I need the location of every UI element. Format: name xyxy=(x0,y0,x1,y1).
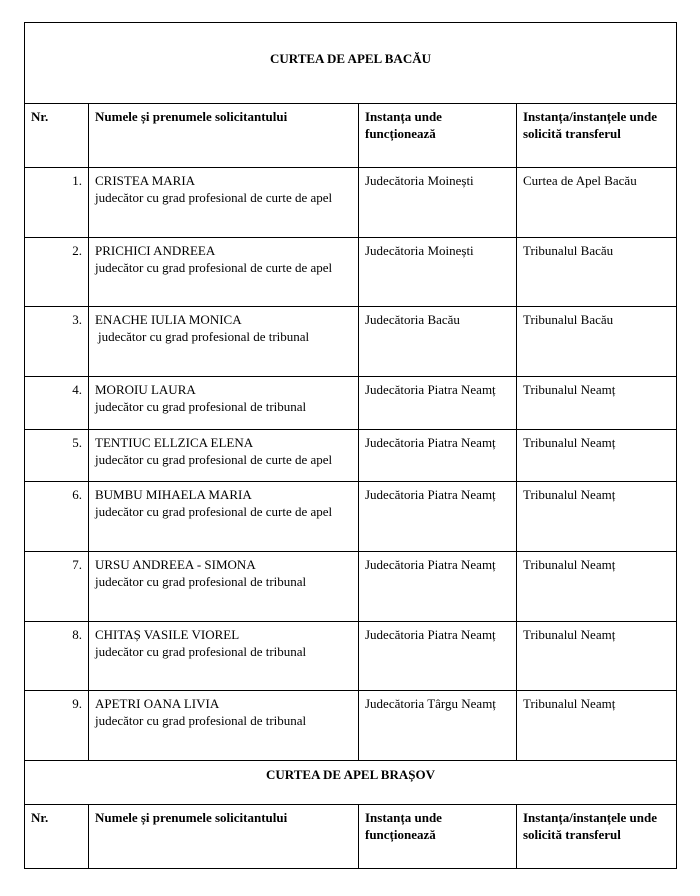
applicant-name: CRISTEA MARIA xyxy=(95,173,196,188)
applicant-cell xyxy=(89,307,359,377)
applicant-grade: judecător cu grad profesional de tribunal xyxy=(95,644,307,659)
applicant-grade: judecător cu grad profesional de curte de apel xyxy=(95,504,333,519)
row-number: 4. xyxy=(25,377,89,430)
header-name: Numele și prenumele solicitantului xyxy=(89,805,359,869)
row-number: 7. xyxy=(25,552,89,622)
requested-court: Tribunalul Neamț xyxy=(517,377,677,430)
row-number: 1. xyxy=(25,168,89,238)
table-row xyxy=(25,552,677,622)
applicant-grade: judecător cu grad profesional de tribunal xyxy=(95,713,307,728)
current-court: Judecătoria Piatra Neamț xyxy=(359,430,517,482)
header-transfer: Instanța/instanțele unde solicită transferul xyxy=(517,805,677,869)
current-court: Judecătoria Piatra Neamț xyxy=(359,377,517,430)
applicant-cell xyxy=(89,238,359,307)
court-title-row xyxy=(25,23,677,104)
header-name: Numele și prenumele solicitantului xyxy=(89,104,359,168)
header-court: Instanța unde funcționează xyxy=(359,805,517,869)
header-nr: Nr. xyxy=(25,805,89,869)
requested-court: Tribunalul Neamț xyxy=(517,552,677,622)
row-number: 5. xyxy=(25,430,89,482)
requested-court: Tribunalul Neamț xyxy=(517,482,677,552)
applicant-cell xyxy=(89,377,359,430)
table-row xyxy=(25,622,677,691)
current-court: Judecătoria Piatra Neamț xyxy=(359,552,517,622)
applicant-name: BUMBU MIHAELA MARIA xyxy=(95,487,252,502)
header-nr: Nr. xyxy=(25,104,89,168)
applicant-grade: judecător cu grad profesional de curte de apel xyxy=(95,190,333,205)
applicant-cell xyxy=(89,168,359,238)
current-court: Judecătoria Moinești xyxy=(359,168,517,238)
row-number: 9. xyxy=(25,691,89,761)
row-number: 2. xyxy=(25,238,89,307)
applicant-name: APETRI OANA LIVIA xyxy=(95,696,220,711)
applicant-name: ENACHE IULIA MONICA xyxy=(95,312,242,327)
applicant-cell xyxy=(89,691,359,761)
table-row xyxy=(25,238,677,307)
current-court: Judecătoria Piatra Neamț xyxy=(359,622,517,691)
applicant-cell xyxy=(89,622,359,691)
applicant-grade: judecător cu grad profesional de curte de apel xyxy=(95,452,333,467)
applicant-name: MOROIU LAURA xyxy=(95,382,196,397)
table-row xyxy=(25,430,677,482)
current-court: Judecătoria Moinești xyxy=(359,238,517,307)
table-row xyxy=(25,307,677,377)
applicant-cell xyxy=(89,430,359,482)
table-header-row xyxy=(25,104,677,168)
applicant-name: PRICHICI ANDREEA xyxy=(95,243,216,258)
requested-court: Tribunalul Neamț xyxy=(517,622,677,691)
transfer-requests-table xyxy=(24,22,677,869)
court-title: CURTEA DE APEL BACĂU xyxy=(25,23,677,104)
header-court: Instanța unde funcționează xyxy=(359,104,517,168)
court-title: CURTEA DE APEL BRAȘOV xyxy=(25,761,677,805)
requested-court: Tribunalul Neamț xyxy=(517,691,677,761)
table-row xyxy=(25,168,677,238)
requested-court: Tribunalul Neamț xyxy=(517,430,677,482)
applicant-grade: judecător cu grad profesional de curte de apel xyxy=(95,260,333,275)
row-number: 6. xyxy=(25,482,89,552)
applicant-cell xyxy=(89,552,359,622)
requested-court: Curtea de Apel Bacău xyxy=(517,168,677,238)
requested-court: Tribunalul Bacău xyxy=(517,307,677,377)
row-number: 8. xyxy=(25,622,89,691)
applicant-cell xyxy=(89,482,359,552)
current-court: Judecătoria Bacău xyxy=(359,307,517,377)
row-number: 3. xyxy=(25,307,89,377)
applicant-name: URSU ANDREEA - SIMONA xyxy=(95,557,256,572)
requested-court: Tribunalul Bacău xyxy=(517,238,677,307)
applicant-name: TENTIUC ELLZICA ELENA xyxy=(95,435,254,450)
court-title-row xyxy=(25,761,677,805)
applicant-name: CHITAȘ VASILE VIOREL xyxy=(95,627,240,642)
table-header-row xyxy=(25,805,677,869)
table-row xyxy=(25,691,677,761)
table-row xyxy=(25,377,677,430)
current-court: Judecătoria Piatra Neamț xyxy=(359,482,517,552)
applicant-grade: judecător cu grad profesional de tribunal xyxy=(98,329,310,344)
applicant-grade: judecător cu grad profesional de tribunal xyxy=(95,399,307,414)
table-row xyxy=(25,482,677,552)
header-transfer: Instanța/instanțele unde solicită transferul xyxy=(517,104,677,168)
current-court: Judecătoria Târgu Neamț xyxy=(359,691,517,761)
document-page xyxy=(24,22,676,869)
applicant-grade: judecător cu grad profesional de tribunal xyxy=(95,574,307,589)
